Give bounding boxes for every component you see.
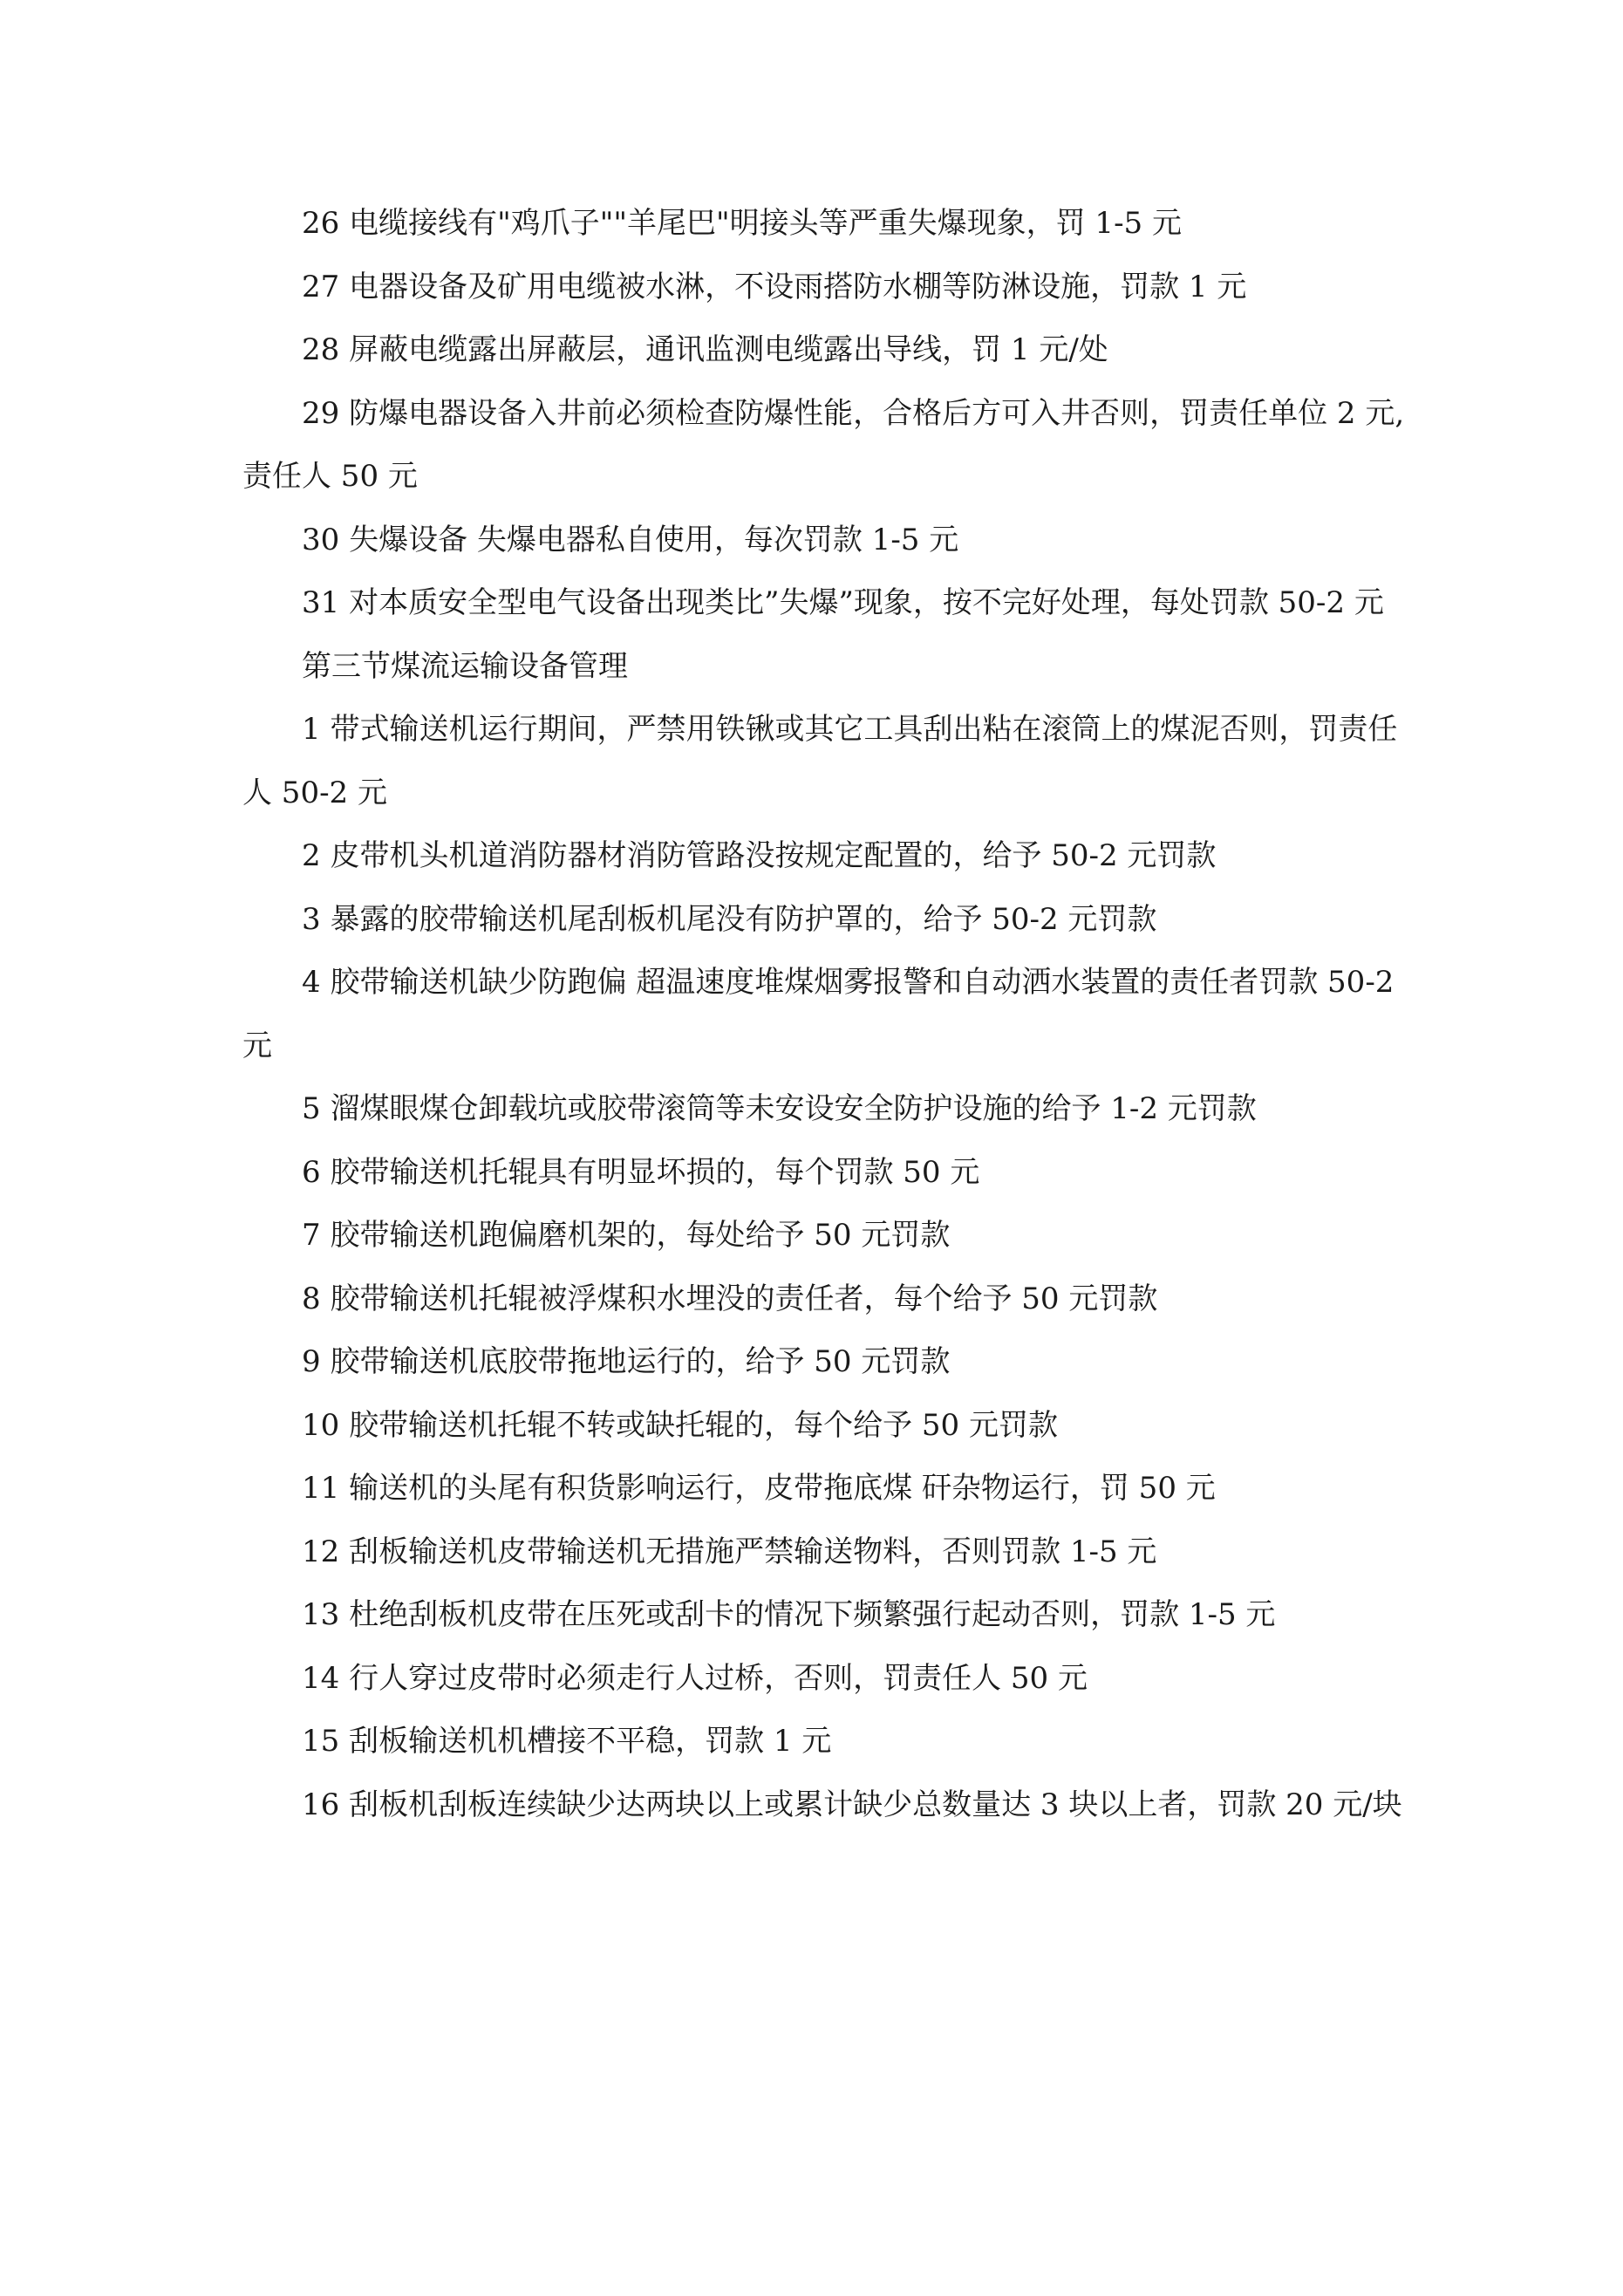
paragraph: 9 胶带输送机底胶带拖地运行的，给予 50 元罚款 bbox=[302, 1344, 951, 1379]
paragraph: 15 刮板输送机机槽接不平稳，罚款 1 元 bbox=[302, 1724, 832, 1759]
paragraph: 10 胶带输送机托辊不转或缺托辊的，每个给予 50 元罚款 bbox=[302, 1407, 1058, 1443]
paragraph: 3 暴露的胶带输送机尾刮板机尾没有防护罩的，给予 50-2 元罚款 bbox=[302, 901, 1157, 937]
paragraph: 16 刮板机刮板连续缺少达两块以上或累计缺少总数量达 3 块以上者，罚款 20 元/块 bbox=[302, 1787, 1402, 1822]
paragraph: 7 胶带输送机跑偏磨机架的，每处给予 50 元罚款 bbox=[302, 1218, 951, 1253]
paragraph: 26 电缆接线有"鸡爪子""羊尾巴"明接头等严重失爆现象，罚 1-5 元 bbox=[302, 206, 1182, 241]
paragraph: 29 防爆电器设备入井前必须检查防爆性能，合格后方可入井否则，罚责任单位 2 元,责任人 50 元 bbox=[242, 395, 1405, 494]
paragraph: 31 对本质安全型电气设备出现类比”失爆”现象，按不完好处理，每处罚款 50-2 元 bbox=[302, 585, 1384, 620]
paragraph: 4 胶带输送机缺少防跑偏 超温速度堆煤烟雾报警和自动洒水装置的责任者罚款 50-2 元 bbox=[242, 965, 1395, 1063]
paragraph: 27 电器设备及矿用电缆被水淋，不设雨搭防水棚等防淋设施，罚款 1 元 bbox=[302, 269, 1247, 304]
document-body bbox=[242, 192, 1411, 1836]
paragraph: 11 输送机的头尾有积货影响运行，皮带拖底煤 矸杂物运行，罚 50 元 bbox=[302, 1471, 1216, 1506]
paragraph: 30 失爆设备 失爆电器私自使用，每次罚款 1-5 元 bbox=[302, 522, 959, 557]
paragraph: 2 皮带机头机道消防器材消防管路没按规定配置的，给予 50-2 元罚款 bbox=[302, 838, 1217, 873]
paragraph: 5 溜煤眼煤仓卸载坑或胶带滚筒等未安设安全防护设施的给予 1-2 元罚款 bbox=[302, 1091, 1257, 1126]
paragraph: 13 杜绝刮板机皮带在压死或刮卡的情况下频繁强行起动否则，罚款 1-5 元 bbox=[302, 1597, 1276, 1632]
paragraph: 6 胶带输送机托辊具有明显坏损的，每个罚款 50 元 bbox=[302, 1154, 980, 1190]
paragraph: 28 屏蔽电缆露出屏蔽层，通讯监测电缆露出导线，罚 1 元/处 bbox=[302, 332, 1108, 367]
paragraph: 1 带式输送机运行期间，严禁用铁锹或其它工具刮出粘在滚筒上的煤泥否则，罚责任人 50-2 元 bbox=[242, 712, 1398, 810]
section-heading: 第三节煤流运输设备管理 bbox=[302, 648, 628, 684]
paragraph: 8 胶带输送机托辊被浮煤积水埋没的责任者，每个给予 50 元罚款 bbox=[302, 1281, 1158, 1316]
paragraph: 12 刮板输送机皮带输送机无措施严禁输送物料，否则罚款 1-5 元 bbox=[302, 1534, 1157, 1569]
paragraph: 14 行人穿过皮带时必须走行人过桥，否则，罚责任人 50 元 bbox=[302, 1660, 1088, 1696]
